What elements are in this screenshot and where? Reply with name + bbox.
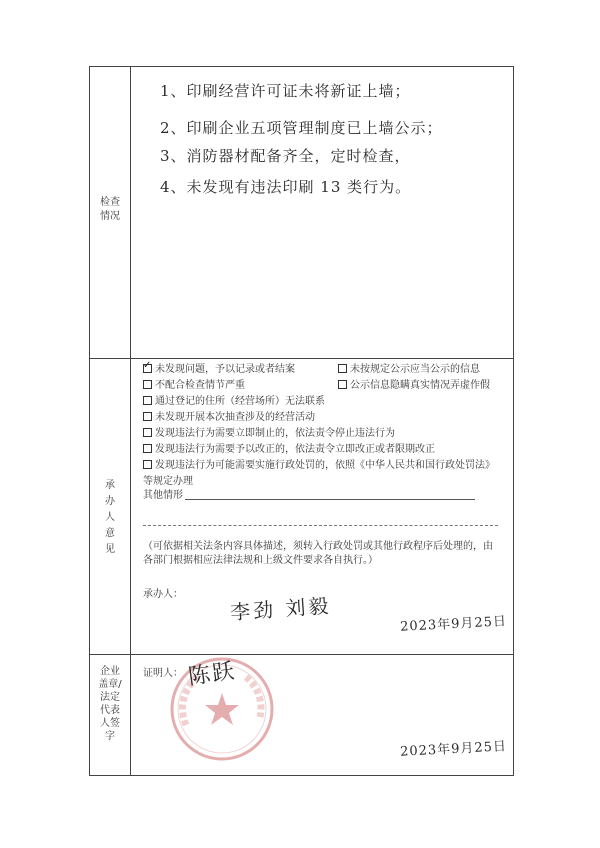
checkbox[interactable] [143,412,152,421]
company-date: 2023年9月25日 [399,739,508,760]
checkbox-checked[interactable] [143,364,152,373]
inspection-item-3: 3、消防器材配备齐全，定时检查， [160,147,411,165]
handler-date: 2023年9月25日 [399,614,508,635]
inspection-item-2: 2、印刷企业五项管理制度已上墙公示； [160,119,443,137]
row-divider-2 [89,654,514,655]
handler-label: 承办人： [143,589,183,600]
handler-signature: 李劲 刘毅 [229,593,333,625]
option-penalty[interactable] [143,460,495,472]
option-text: 发现违法行为需要予以改正的，依法责令立即改正或者限期改正 [155,444,435,455]
dashed-divider [143,525,498,526]
checkbox[interactable] [143,428,152,437]
option-not-publicized[interactable] [338,364,480,376]
option-non-cooperation[interactable] [143,380,245,392]
witness-signature: 陈跃 [186,658,238,691]
option-text: 发现违法行为可能需要实施行政处罚的，依照《中华人民共和国行政处罚法》 [155,460,495,471]
checkbox[interactable] [143,380,152,389]
option-stop-violation[interactable] [143,428,395,440]
other-situation [143,490,475,502]
other-input-line[interactable] [185,490,475,500]
inspection-item-4: 4、未发现有违法印刷 13 类行为。 [160,178,412,196]
option-penalty-cont: 等规定办理 [143,476,193,487]
option-text: 未按规定公示应当公示的信息 [350,364,480,375]
option-no-problem[interactable] [143,364,295,376]
opinion-label-text: 承办人意见 [105,480,115,555]
option-false-info[interactable] [338,380,490,392]
option-text: 未发现问题，予以记录或者结案 [155,364,295,375]
option-text: 公示信息隐瞒真实情况弄虚作假 [350,380,490,391]
note-line-1: （可依据相关法条内容具体描述，须转入行政处罚或其他行政程序后处理的，由 [143,541,493,552]
checkbox[interactable] [143,444,152,453]
option-unreachable[interactable] [143,396,325,408]
checkbox[interactable] [338,364,347,373]
option-text: 未发现开展本次抽查涉及的经营活动 [155,412,315,423]
witness-label: 证明人： [143,668,183,679]
opinion-label [90,478,130,558]
checkbox[interactable] [143,460,152,469]
inspection-item-1: 1、印刷经营许可证未将新证上墙； [160,82,411,100]
option-correct-violation[interactable] [143,444,435,456]
note-line-2: 各部门根据相应法律法规和上级文件要求各自执行。） [143,555,378,566]
checkbox[interactable] [338,380,347,389]
row-divider-1 [89,358,514,359]
company-label [90,665,130,743]
option-text: 通过登记的住所（经营场所）无法联系 [155,396,325,407]
inspection-label-text: 检查情况 [100,197,120,222]
other-label: 其他情形 [143,490,183,501]
option-text: 不配合检查情节严重 [155,380,245,391]
company-label-text: 企业盖章/法定代表人签字 [98,666,122,742]
option-text: 发现违法行为需要立即制止的，依法责令停止违法行为 [155,428,395,439]
checkbox[interactable] [143,396,152,405]
label-column-divider [130,66,131,776]
inspection-label [90,196,130,224]
option-no-activity[interactable] [143,412,315,424]
